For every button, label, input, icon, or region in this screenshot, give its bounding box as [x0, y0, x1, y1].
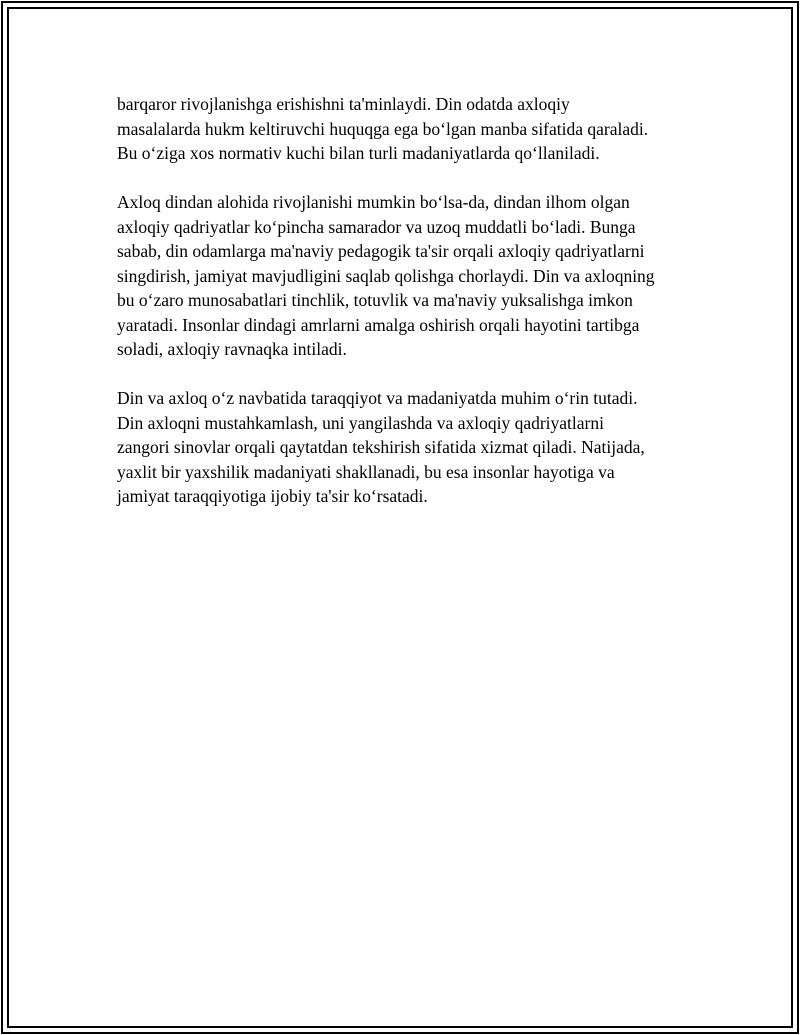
- document-body: [117, 92, 697, 533]
- paragraph-2: Axloq dindan alohida rivojlanishi mumkin boʻlsa-da, dindan ilhom olgan axloqiy qadriyatlar koʻpincha samarador va uzoq muddatli boʻladi. Bunga sabab, din odamlarga ma'naviy pedagogik ta'sir orqali axloqiy qadriyatlarni singdirish, jamiyat mavjudligini saqlab qolishga chorlaydi. Din va axloqning bu oʻzaro munosabatlari tinchlik, totuvlik va ma'naviy yuksalishga imkon yaratadi. Insonlar dindagi amrlarni amalga oshirish orqali hayotini tartibga soladi, axloqiy ravnaqka intiladi.: [117, 192, 655, 359]
- paragraph-3: Din va axloq oʻz navbatida taraqqiyot va madaniyatda muhim oʻrin tutadi. Din axloqni mustahkamlash, uni yangilashda va axloqiy qadriyatlarni zangori sinovlar orqali qaytatdan tekshirish sifatida xizmat qiladi. Natijada, yaxlit bir yaxshilik madaniyati shakllanadi, bu esa insonlar hayotiga va jamiyat taraqqiyotiga ijobiy ta'sir koʻrsatadi.: [117, 388, 645, 506]
- paragraph-1: barqaror rivojlanishga erishishni ta'minlaydi. Din odatda axloqiy masalalarda hukm keltiruvchi huquqga ega boʻlgan manba sifatida qaraladi. Bu oʻziga xos normativ kuchi bilan turli madaniyatlarda qoʻllaniladi.: [117, 94, 649, 163]
